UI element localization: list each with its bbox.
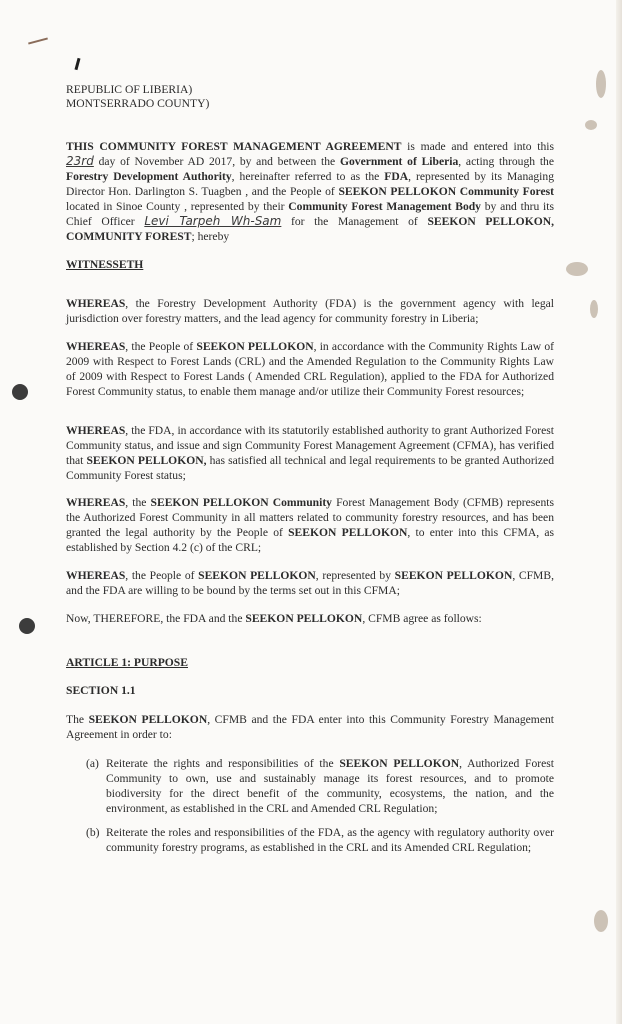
stain-mark: [594, 910, 608, 932]
punch-hole-lower: [19, 618, 35, 634]
witnesseth-heading: WITNESSETH: [66, 258, 144, 271]
stain-mark: [590, 300, 598, 318]
whereas-clause-5: WHEREAS, the People of SEEKON PELLOKON, represented by SEEKON PELLOKON, CFMB, and the FDA are willing to be bound by the terms set out in this CFMA;: [66, 569, 554, 597]
section-intro: The SEEKON PELLOKON, CFMB and the FDA enter into this Community Forestry Management Agreement in order to:: [66, 713, 554, 741]
whereas-clause-1: WHEREAS, the Forestry Development Authority (FDA) is the government agency with legal jurisdiction over forestry matters, and the lead agency for community forestry in Liberia;: [66, 297, 554, 325]
whereas-clause-4: WHEREAS, the SEEKON PELLOKON Community Forest Management Body (CFMB) represents the Authorized Forest Community in all matters related to community forestry resources, and has been granted the legal authority by the People of SEEKON PELLOKON, to enter into this CFMA, as established by Section 4.2 (c) of the CRL;: [66, 496, 554, 554]
handwritten-day: 23rd: [66, 154, 94, 168]
agreement-title: THIS COMMUNITY FOREST MANAGEMENT AGREEMENT: [66, 140, 402, 153]
scan-mark: [28, 37, 48, 44]
header-republic: REPUBLIC OF LIBERIA): [66, 83, 193, 96]
header-county: MONTSERRADO COUNTY): [66, 97, 210, 110]
punch-hole-upper: [12, 384, 28, 400]
list-item-a: (a) Reiterate the rights and responsibilities of the SEEKON PELLOKON, Authorized Forest Community to own, use and sustainably manage its forest resources, and to promote biodiversity for the direct benefit of the community, ecosystems, the nation, and the environment, as established in the CRL and Amended CRL Regulation;: [86, 757, 554, 815]
whereas-clause-3: WHEREAS, the FDA, in accordance with its statutorily established authority to grant Authorized Forest Community status, and issue and sign Community Forest Management Agreement (CFMA), has verified that SEEKON PELLOKON, has satisfied all technical and legal requirements to be granted Authorized Community Forest status;: [66, 424, 554, 482]
stain-mark: [596, 70, 606, 98]
whereas-clause-2: WHEREAS, the People of SEEKON PELLOKON, in accordance with the Community Rights Law of 2009 with Respect to Forest Lands (CRL) and the Amended Regulation to the Community Rights Law of 2009 with Respect to Forest Lands ( Amended CRL Regulation), applied to the FDA for Authorized Forest Community status, to enable them manage and/or utilize their Community Forest resources;: [66, 340, 554, 398]
stain-mark: [585, 120, 597, 130]
article-heading: ARTICLE 1: PURPOSE: [66, 656, 188, 669]
stain-mark: [566, 262, 588, 276]
pen-mark: [74, 58, 80, 70]
scan-edge-shadow: [616, 0, 622, 1024]
section-heading: SECTION 1.1: [66, 684, 136, 697]
intro-paragraph: THIS COMMUNITY FOREST MANAGEMENT AGREEMENT is made and entered into this 23rd day of November AD 2017, by and between the Government of Liberia, acting through the Forestry Development Authority, hereinafter referred to as the FDA, represented by its Managing Director Hon. Darlington S. Tuagben , and the People of SEEKON PELLOKON Community Forest located in Sinoe County , represented by their Community Forest Management Body by and thru its Chief Officer Levi Tarpeh Wh-Sam for the Management of SEEKON PELLOKON, COMMUNITY FOREST; hereby: [66, 140, 555, 243]
now-therefore-clause: Now, THEREFORE, the FDA and the SEEKON PELLOKON, CFMB agree as follows:: [66, 612, 482, 625]
list-item-b: (b) Reiterate the roles and responsibilities of the FDA, as the agency with regulatory authority over community forestry programs, as established in the CRL and its Amended CRL Regulation;: [86, 826, 554, 854]
handwritten-signer-name: Levi Tarpeh Wh-Sam: [144, 214, 282, 228]
